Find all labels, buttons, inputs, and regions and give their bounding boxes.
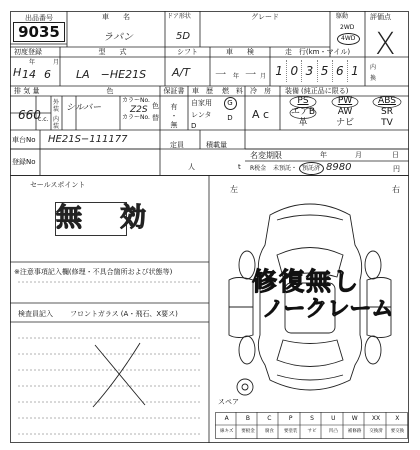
- damage-legend-codes: [216, 413, 408, 425]
- name-change-year: 年: [320, 151, 327, 159]
- fuel-d: D: [227, 114, 233, 122]
- tax-status: 未預託・: [273, 165, 298, 172]
- cc-unit: c.c.: [38, 116, 49, 123]
- mileage-digit: 1: [272, 60, 287, 82]
- equipment-item: エアB: [290, 107, 316, 117]
- color-no-label: カラーNo.: [122, 97, 150, 104]
- drive-label: 駆動: [336, 13, 349, 20]
- reg-year: 14: [22, 68, 36, 81]
- name-change-label: 名変期限: [250, 151, 282, 160]
- reg-year-unit: 年: [29, 59, 36, 66]
- stamp-no-repair: 修復無し: [252, 267, 361, 296]
- equipment-header: [285, 87, 407, 95]
- inspector-label: 検査員記入: [18, 310, 53, 318]
- displacement-label: 排 気 量: [14, 87, 40, 95]
- mileage-digit: 0: [287, 60, 302, 82]
- replace-char: 替: [152, 114, 159, 122]
- capacity-label: 定員: [170, 141, 184, 149]
- car-name-label: 車 名: [102, 13, 130, 21]
- legend-code: X: [395, 415, 400, 422]
- equipment-item: AW: [337, 107, 353, 117]
- legend-code: U: [331, 415, 336, 422]
- strike-x-mark: [85, 335, 155, 415]
- legend-meaning: 補修跡: [347, 429, 362, 434]
- model-code: LA −HE21S: [76, 68, 147, 81]
- warranty-label: 保証書: [163, 87, 185, 95]
- equipment-item: PW: [337, 96, 353, 106]
- mileage-digit: 5: [318, 60, 333, 82]
- chassis-label: 車台No: [12, 136, 36, 144]
- score-label: 評価点: [370, 13, 391, 21]
- door-left: [229, 278, 253, 338]
- legend-meaning: サビ: [307, 429, 317, 434]
- legend-code: A: [224, 415, 229, 422]
- spare-label: スペア: [218, 398, 239, 406]
- legend-meaning: 要交換: [390, 429, 405, 434]
- drive-4wd: 4WD: [341, 35, 356, 42]
- mileage-digit: 1: [351, 64, 359, 78]
- sales-points-label: セールスポイント: [30, 181, 86, 189]
- wheel-rear-left: [239, 336, 255, 364]
- deposit-yen: 円: [393, 165, 400, 173]
- legend-meaning: 要塗装: [283, 429, 298, 434]
- registration-private: 自家用: [191, 99, 212, 107]
- inspection-year-unit: 年: [233, 73, 240, 80]
- wheel-rear-right: [365, 336, 381, 364]
- mileage-digit: 3: [302, 60, 317, 82]
- car-name: ラパン: [103, 32, 133, 43]
- score: X: [375, 27, 396, 62]
- registration-label: 車 歴: [192, 87, 213, 95]
- equipment-item: ABS: [378, 96, 396, 106]
- equipment-item: ナビ: [335, 118, 354, 128]
- registration-rental: レンタ: [191, 111, 212, 119]
- legend-meaning: 腐食: [264, 429, 274, 434]
- drive-2wd: 2WD: [340, 24, 355, 31]
- hood-line: [277, 215, 343, 220]
- equipment-item: PS: [297, 96, 309, 106]
- trunk-line: [277, 375, 343, 380]
- chassis-number: HE21S−111177: [48, 134, 128, 145]
- reg-month-unit: 月: [53, 59, 60, 66]
- color-no: Z2S: [130, 105, 148, 115]
- mileage-digit: 6: [333, 60, 348, 82]
- reg-month: 6: [44, 68, 51, 81]
- equipment-label: 装備: [285, 87, 299, 95]
- door-label: ドア形状: [167, 13, 191, 20]
- exterior-label: 外装: [53, 99, 60, 113]
- spare-tire-hub: [242, 384, 248, 390]
- doors: 5D: [176, 31, 191, 42]
- ac: A c: [252, 108, 270, 121]
- era: H: [13, 66, 22, 79]
- inspection-month-unit: 月: [260, 73, 267, 80]
- odometer-tag-top: 内: [370, 64, 377, 71]
- stamp-no-claim: ノークレーム: [262, 297, 394, 322]
- shift-label: シフト: [177, 48, 198, 56]
- mileage-label: 走 行(km・マイル): [284, 48, 351, 56]
- mileage-odometer: [272, 60, 362, 82]
- equipment-item: SR: [381, 107, 393, 117]
- left-label: 左: [230, 185, 238, 194]
- lot-number: 9035: [18, 23, 60, 41]
- color-label: 色: [106, 87, 114, 95]
- equipment-item: 革: [298, 118, 308, 128]
- windshield-label: フロントガラス (A・飛石、X要ス): [70, 310, 178, 318]
- warranty-dot: ・: [170, 112, 178, 120]
- odometer-tag-bottom: 換: [370, 75, 377, 82]
- displacement: 660: [18, 108, 41, 122]
- shift: A/T: [172, 66, 190, 79]
- legend-meaning: 要板金: [241, 429, 255, 434]
- legend-code: P: [288, 415, 293, 422]
- warranty-none: 無: [170, 121, 178, 129]
- load-unit: t: [238, 163, 241, 171]
- name-change-day: 日: [392, 151, 399, 159]
- registration-number-label: 登録No: [12, 158, 36, 166]
- color-char: 色: [152, 102, 159, 110]
- rear-window: [277, 340, 343, 367]
- legend-code: B: [245, 415, 251, 422]
- spare-tire: [237, 379, 253, 395]
- model-type-label: 型 式: [98, 48, 127, 56]
- inspection-label: 車 検: [226, 48, 254, 56]
- legend-meaning: 交換済: [369, 429, 383, 434]
- warranty-have: 有: [170, 103, 178, 111]
- interior-label: 内装: [53, 116, 60, 130]
- legend-code: C: [267, 415, 272, 422]
- invalid-stamp: 無 効: [56, 203, 153, 233]
- right-label: 右: [392, 185, 400, 194]
- ac-label: 冷 房: [250, 87, 271, 95]
- legend-meaning: 凹凸: [328, 429, 338, 434]
- capacity-unit: 人: [188, 163, 195, 171]
- wheel-front-right: [365, 251, 381, 279]
- name-change-month: 月: [355, 151, 362, 159]
- inspection-month: 一: [244, 68, 255, 81]
- equipment-circle-marks: [282, 96, 408, 130]
- deposit-label: 預託済: [302, 165, 321, 172]
- registration-d: D: [191, 122, 197, 130]
- tax-label: R税金: [250, 165, 267, 172]
- legend-code: XX: [371, 415, 381, 422]
- fuel-label: 燃 料: [222, 87, 243, 95]
- interior-color-no-label: カラーNo.: [122, 114, 150, 121]
- equipment-item: TV: [381, 118, 393, 128]
- lot-number-label: 出品番号: [25, 14, 53, 22]
- grade-label: グレード: [251, 13, 279, 21]
- legend-meaning: 線キズ: [219, 429, 234, 434]
- load-label: 積載量: [206, 141, 227, 149]
- deposit-amount: 8980: [326, 162, 352, 173]
- inspection-year: 一: [214, 68, 225, 81]
- exterior-color: シルバー: [66, 103, 102, 113]
- legend-code: S: [310, 415, 314, 422]
- notes-label: ※注意事項記入欄(修理・不具合箇所および状態等): [14, 268, 173, 276]
- first-registration-label: 初度登録: [14, 48, 42, 56]
- equipment-note: (純正品に限る): [301, 87, 349, 95]
- legend-code: W: [351, 415, 358, 422]
- damage-legend-meanings: [216, 426, 408, 438]
- fuel-g: G: [227, 99, 233, 107]
